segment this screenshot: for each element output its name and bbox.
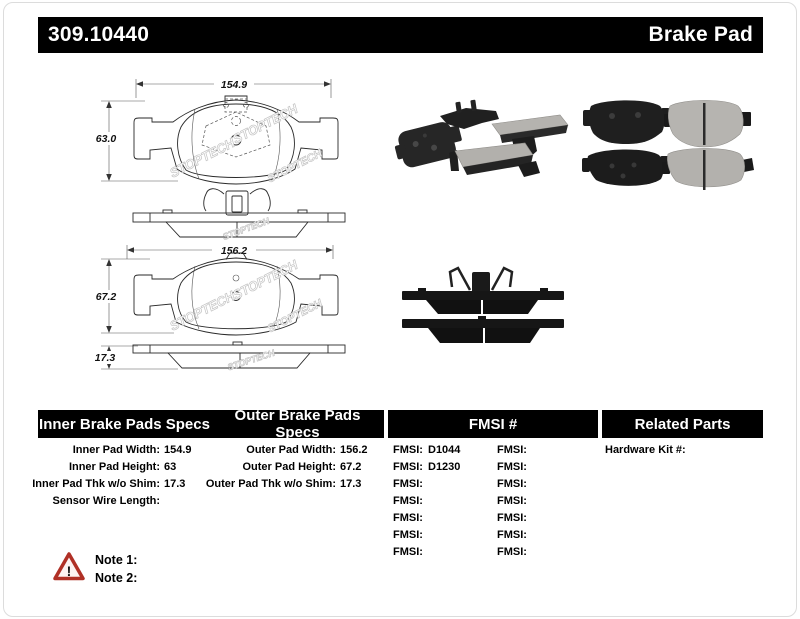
pad-back-top-left bbox=[583, 100, 670, 144]
spec-label: Sensor Wire Length: bbox=[52, 495, 160, 507]
pad-friction-angled bbox=[449, 143, 540, 177]
related-parts-column bbox=[605, 442, 690, 459]
fmsi-row bbox=[393, 476, 460, 493]
photo-angled-pad-set bbox=[392, 100, 568, 177]
backing-plate bbox=[133, 345, 345, 353]
related-header-bar bbox=[602, 410, 763, 438]
fmsi-row bbox=[393, 442, 460, 459]
outer-pad-front-view bbox=[134, 253, 338, 335]
spec-label: Inner Pad Width: bbox=[72, 444, 160, 456]
dim-label-thickness: 17.3 bbox=[94, 352, 116, 364]
outer-specs-header: Outer Brake Pads Specs bbox=[234, 407, 361, 441]
fmsi-row bbox=[393, 544, 460, 561]
stoptech-watermark: STOPTECH bbox=[167, 288, 237, 334]
exclamation-mark: ! bbox=[66, 563, 72, 579]
fmsi-row bbox=[393, 510, 460, 527]
fmsi-row bbox=[393, 527, 460, 544]
fmsi-row bbox=[393, 493, 460, 510]
fmsi-row bbox=[497, 476, 532, 493]
specs-header-bar bbox=[38, 407, 384, 441]
fmsi-label: FMSI: bbox=[393, 461, 423, 473]
spec-value: 63 bbox=[164, 461, 177, 473]
related-parts-header: Related Parts bbox=[634, 415, 731, 433]
clip-block bbox=[472, 272, 490, 294]
fmsi-value: D1044 bbox=[428, 444, 461, 456]
fmsi-row bbox=[497, 459, 532, 476]
spec-row bbox=[28, 476, 192, 493]
fmsi-label: FMSI: bbox=[393, 512, 423, 524]
product-type-title: Brake Pad bbox=[648, 23, 753, 46]
dimension-inner-height bbox=[92, 101, 178, 181]
spec-row bbox=[204, 476, 368, 493]
spec-row bbox=[204, 459, 368, 476]
pad-back-bottom-left bbox=[582, 149, 669, 185]
fmsi-row bbox=[497, 527, 532, 544]
spec-value: 17.3 bbox=[340, 478, 362, 490]
fmsi-label: FMSI: bbox=[393, 529, 423, 541]
inner-specs-header: Inner Brake Pads Specs bbox=[39, 415, 210, 433]
fmsi-label: FMSI: bbox=[497, 444, 527, 456]
outer-specs-column bbox=[204, 442, 368, 493]
related-label: Hardware Kit #: bbox=[605, 444, 686, 456]
dim-label-inner-height: 63.0 bbox=[95, 133, 117, 145]
spec-label: Inner Pad Height: bbox=[68, 461, 160, 473]
fmsi-label: FMSI: bbox=[393, 478, 423, 490]
stoptech-watermark: STOPTECH bbox=[221, 215, 271, 242]
spec-row bbox=[28, 459, 192, 476]
photo-flat-pad-set bbox=[582, 100, 754, 190]
product-photos bbox=[392, 88, 764, 350]
header-bar bbox=[38, 17, 763, 53]
inner-specs-column bbox=[28, 442, 192, 510]
stoptech-watermark: STOPTECH bbox=[226, 347, 276, 373]
dim-label-inner-width: 154.9 bbox=[220, 79, 248, 91]
outer-pad-side-view bbox=[133, 342, 345, 372]
fmsi-column-2 bbox=[497, 442, 532, 561]
spring-clip-wire bbox=[450, 268, 470, 290]
stoptech-watermark: STOPTECH bbox=[265, 297, 325, 336]
stoptech-watermark: STOPTECH bbox=[230, 101, 300, 147]
spec-value: 156.2 bbox=[340, 444, 368, 456]
fmsi-label: FMSI: bbox=[393, 444, 423, 456]
spec-value: 67.2 bbox=[340, 461, 362, 473]
stoptech-watermark: STOPTECH bbox=[167, 135, 237, 181]
notes-block bbox=[95, 551, 137, 587]
pad-friction-top-right bbox=[664, 100, 751, 147]
dim-label-outer-width: 156.2 bbox=[220, 245, 248, 257]
technical-drawings bbox=[85, 74, 347, 374]
fmsi-row bbox=[497, 493, 532, 510]
stoptech-watermark: STOPTECH bbox=[230, 257, 300, 303]
related-row bbox=[605, 442, 690, 459]
fmsi-label: FMSI: bbox=[497, 529, 527, 541]
pad-edge-plate bbox=[402, 291, 564, 300]
warning-icon bbox=[52, 551, 86, 583]
dim-label-outer-height: 67.2 bbox=[95, 291, 117, 303]
spring-clip-wire bbox=[492, 268, 512, 290]
part-number: 309.10440 bbox=[48, 23, 150, 46]
arrow-right bbox=[324, 81, 331, 86]
fmsi-value: D1230 bbox=[428, 461, 461, 473]
spec-value: 154.9 bbox=[164, 444, 192, 456]
fmsi-label: FMSI: bbox=[393, 546, 423, 558]
fmsi-label: FMSI: bbox=[497, 495, 527, 507]
pad-friction-bottom-right bbox=[662, 148, 754, 190]
note-2: Note 2: bbox=[95, 571, 138, 585]
fmsi-row bbox=[393, 459, 460, 476]
inner-pad-front-view bbox=[134, 96, 338, 185]
fmsi-row bbox=[497, 544, 532, 561]
hardware-clip-part bbox=[440, 100, 499, 129]
spec-row bbox=[204, 442, 368, 459]
arrow-left bbox=[136, 81, 143, 86]
fmsi-column-1 bbox=[393, 442, 460, 561]
fmsi-header: FMSI # bbox=[468, 415, 518, 433]
fmsi-header-bar bbox=[388, 410, 598, 438]
fmsi-label: FMSI: bbox=[393, 495, 423, 507]
spec-label: Outer Pad Thk w/o Shim: bbox=[205, 478, 336, 490]
dimension-pad-thickness bbox=[91, 346, 178, 369]
fmsi-row bbox=[497, 510, 532, 527]
dimension-inner-width bbox=[136, 79, 331, 98]
spec-row bbox=[28, 493, 192, 510]
dimension-outer-width bbox=[127, 245, 333, 259]
stoptech-watermark: STOPTECH bbox=[265, 147, 325, 186]
spec-row bbox=[28, 442, 192, 459]
fmsi-row bbox=[497, 442, 532, 459]
spec-value: 17.3 bbox=[164, 478, 186, 490]
fmsi-label: FMSI: bbox=[497, 461, 527, 473]
note-1: Note 1: bbox=[95, 553, 138, 567]
dimension-outer-height bbox=[92, 259, 174, 333]
spec-label: Inner Pad Thk w/o Shim: bbox=[32, 478, 160, 490]
photo-edge-view-set bbox=[402, 268, 564, 343]
spec-label: Outer Pad Height: bbox=[242, 461, 336, 473]
fmsi-label: FMSI: bbox=[497, 546, 527, 558]
fmsi-label: FMSI: bbox=[497, 478, 527, 490]
fmsi-label: FMSI: bbox=[497, 512, 527, 524]
inner-pad-side-view bbox=[133, 189, 345, 242]
backing-plate bbox=[133, 213, 345, 222]
spec-label: Outer Pad Width: bbox=[246, 444, 336, 456]
pad-edge-plate bbox=[402, 319, 564, 328]
